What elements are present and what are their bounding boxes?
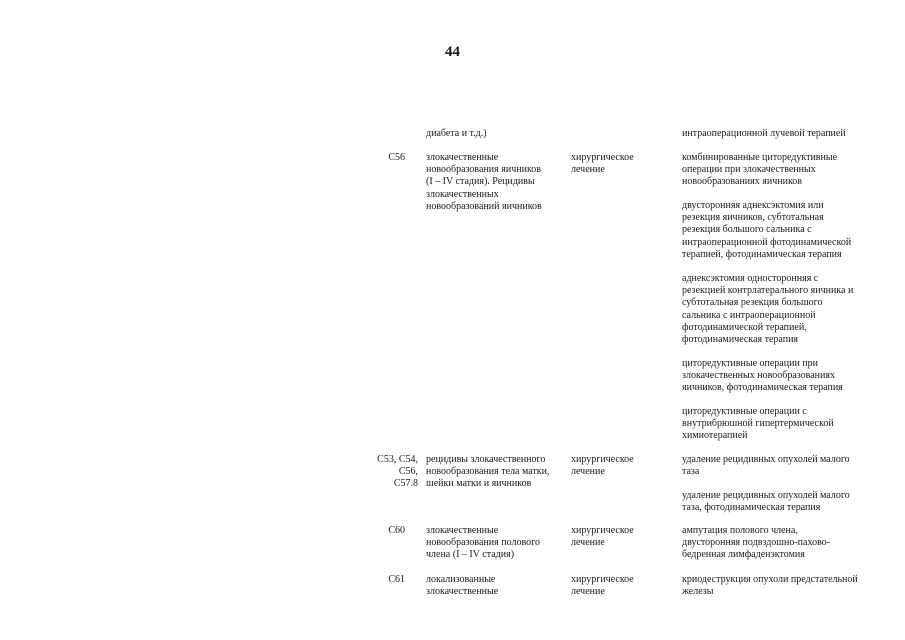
method-continuation: интраоперационной лучевой терапией (682, 128, 846, 139)
condition-c53: рецидивы злокачественного новообразования тела матки, шейки матки и яичников (426, 454, 550, 490)
method-c56-4: циторедуктивные операции при злокачественных новообразованиях яичников, фотодинамическая терапия (682, 358, 843, 394)
method-c53-2: удаление рецидивных опухолей малого таза, фотодинамическая терапия (682, 490, 850, 514)
method-c56-3: аднексэктомия односторонняя с резекцией контрлатерального яичника и субтотальная резекция большого сальника с интраоперационной фотодинамической терапией, фотодинамическая терапия (682, 273, 854, 346)
method-c53-1: удаление рецидивных опухолей малого таза (682, 454, 850, 478)
method-c61-1: криодеструкция опухоли предстательной железы (682, 574, 858, 598)
treatment-c61: хирургическое лечение (571, 574, 634, 598)
method-c56-5: циторедуктивные операции с внутрибрюшной гипертермической химиотерапией (682, 406, 834, 442)
page-number: 44 (445, 44, 460, 60)
icd-code-c60: C60 (388, 525, 405, 536)
condition-c56: злокачественные новообразования яичников (I – IV стадия). Рецидивы злокачественных новообразований яичников (426, 152, 542, 212)
treatment-c56: хирургическое лечение (571, 152, 634, 176)
treatment-c53: хирургическое лечение (571, 454, 634, 478)
icd-code-c53: C53, C54, C56, C57.8 (377, 454, 418, 490)
method-c56-1: комбинированные циторедуктивные операции при злокачественных новообразованиях яичников (682, 152, 838, 188)
treatment-c60: хирургическое лечение (571, 525, 634, 549)
condition-c60: злокачественные новообразования полового члена (I – IV стадия) (426, 525, 540, 561)
icd-code-c61: C61 (388, 574, 405, 585)
condition-c61: локализованные злокачественные (426, 574, 499, 598)
method-c60-1: ампутация полового члена, двусторонняя подвздошно-пахово- бедренная лимфаденэктомия (682, 525, 831, 561)
condition-continuation: диабета и т.д.) (426, 128, 487, 139)
icd-code-c56: C56 (388, 152, 405, 163)
method-c56-2: двусторонняя аднексэктомия или резекция яичников, субтотальная резекция большого сальника с интраоперационной фотодинамической терапией, фотодинамическая терапия (682, 200, 852, 260)
